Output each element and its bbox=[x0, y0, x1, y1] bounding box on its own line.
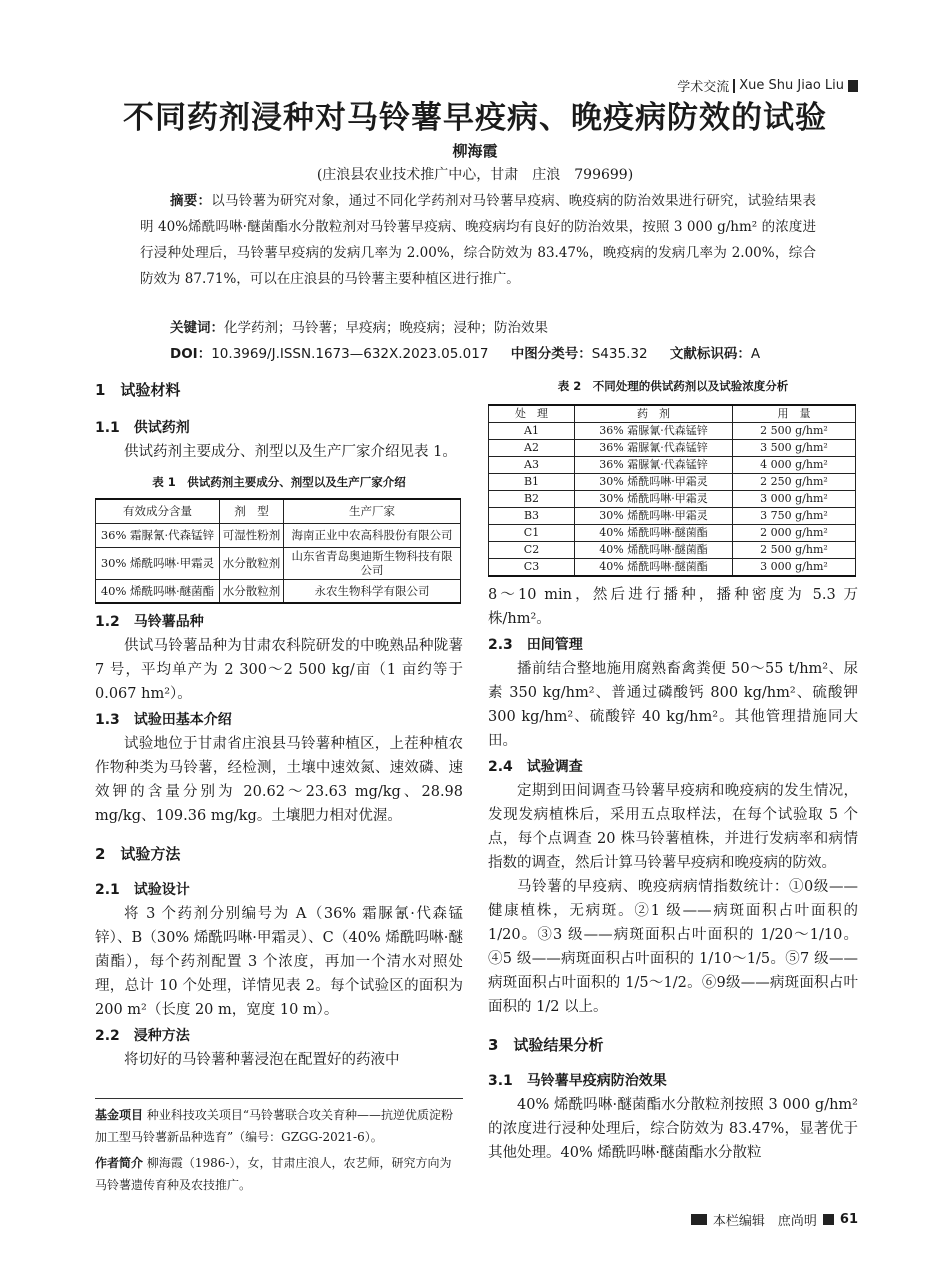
section-1-1-text: 供试药剂主要成分、剂型以及生产厂家介绍见表 1。 bbox=[124, 444, 457, 460]
footer-block-icon bbox=[691, 1214, 707, 1225]
table-2-caption: 表 2 不同处理的供试药剂以及试验浓度分析 bbox=[557, 379, 789, 393]
table-2-cell: 36% 霜脲氰·代森锰锌 bbox=[575, 423, 733, 440]
page-footer bbox=[691, 1210, 858, 1229]
table-2-cell: A3 bbox=[489, 457, 575, 474]
section-1-heading: 1 试验材料 bbox=[95, 381, 181, 399]
page-number: 61 bbox=[839, 1212, 858, 1227]
table-2-cell: C1 bbox=[489, 525, 575, 542]
section-1-2-heading: 1.2 马铃薯品种 bbox=[95, 614, 204, 630]
doc-code-label: 文献标识码： bbox=[669, 346, 751, 362]
footnotes bbox=[95, 1104, 463, 1196]
table-1-cell: 40% 烯酰吗啉·醚菌酯 bbox=[96, 579, 220, 603]
fund-footnote bbox=[95, 1104, 463, 1148]
table-2-cell: 2 000 g/hm² bbox=[733, 525, 856, 542]
table-2-header: 用 量 bbox=[733, 405, 856, 423]
table-2-cell: 2 500 g/hm² bbox=[733, 423, 856, 440]
table-2-row bbox=[489, 508, 856, 525]
table-2-cell: 30% 烯酰吗啉·甲霜灵 bbox=[575, 491, 733, 508]
article-title: 不同药剂浸种对马铃薯早疫病、晚疫病防效的试验 bbox=[123, 100, 827, 136]
section-1-2-text: 供试马铃薯品种为甘肃农科院研发的中晚熟品种陇薯 7 号，平均单产为 2 300～2 500 kg/亩（1 亩约等于 0.067 hm²）。 bbox=[95, 638, 463, 702]
keywords-label: 关键词： bbox=[170, 320, 224, 336]
table-2-row bbox=[489, 423, 856, 440]
keywords bbox=[170, 316, 548, 336]
fund-text: 种业科技攻关项目“马铃薯联合攻关育种——抗逆优质淀粉加工型马铃薯新品种选育”（编号：GZGG-2021-6）。 bbox=[95, 1108, 453, 1144]
section-1-3-heading: 1.3 试验田基本介绍 bbox=[95, 712, 232, 728]
column-editor: 本栏编辑 庶尚明 bbox=[712, 1214, 817, 1229]
clc-label: 中图分类号： bbox=[510, 346, 592, 362]
keywords-text: 化学药剂；马铃薯；早疫病；晚疫病；浸种；防治效果 bbox=[224, 320, 548, 336]
table-1-caption: 表 1 供试药剂主要成分、剂型以及生产厂家介绍 bbox=[152, 475, 406, 489]
section-1-3-text: 试验地位于甘肃省庄浪县马铃薯种植区，上茬种植农作物种类为马铃薯，经检测，土壤中速效氮、速效磷、速效钾的含量分别为 20.62～23.63 mg/kg、28.98 mg/kg、109.36 mg/kg。土壤肥力相对优渥。 bbox=[95, 736, 463, 824]
section-2-3-text: 播前结合整地施用腐熟畜禽粪便 50～55 t/hm²、尿素 350 kg/hm²、普通过磷酸钙 800 kg/hm²、硫酸钾 300 kg/hm²、硫酸锌 40 kg/hm²。其他管理措施同大田。 bbox=[488, 661, 858, 749]
section-2-1-heading: 2.1 试验设计 bbox=[95, 882, 190, 898]
section-2-4-text-b: 马铃薯的早疫病、晚疫病病情指数统计：①0级——健康植株，无病斑。②1 级——病斑面积占叶面积的 1/20。③3 级——病斑面积占叶面积的 1/20～1/10。④5 级——病斑面积占叶面积的 1/10～1/5。⑤7 级——病斑面积占叶面积的 1/5～1/2。⑥9级——病斑面积占叶面积的 1/2 以上。 bbox=[488, 879, 858, 1015]
header-square-icon bbox=[848, 80, 858, 92]
affiliation: (庄浪县农业技术推广中心，甘肃 庄浪 799699) bbox=[316, 167, 634, 183]
table-1-header-row bbox=[96, 499, 461, 523]
table-2-cell: 30% 烯酰吗啉·甲霜灵 bbox=[575, 474, 733, 491]
table-2-cell: 3 000 g/hm² bbox=[733, 559, 856, 577]
table-2-cell: 36% 霜脲氰·代森锰锌 bbox=[575, 440, 733, 457]
table-1-cell: 水分散粒剂 bbox=[220, 579, 284, 603]
section-1-1-heading: 1.1 供试药剂 bbox=[95, 420, 190, 436]
table-2-header: 处 理 bbox=[489, 405, 575, 423]
table-2-cell: B2 bbox=[489, 491, 575, 508]
table-2-row bbox=[489, 525, 856, 542]
table-2-cell: B3 bbox=[489, 508, 575, 525]
clc-value: S435.32 bbox=[591, 346, 648, 362]
abstract bbox=[140, 188, 816, 292]
section-3-heading: 3 试验结果分析 bbox=[488, 1036, 604, 1054]
table-1-cell: 30% 烯酰吗啉·甲霜灵 bbox=[96, 547, 220, 579]
table-1-cell: 山东省青岛奥迪斯生物科技有限公司 bbox=[284, 547, 461, 579]
doi-label: DOI： bbox=[170, 346, 212, 362]
right-column bbox=[488, 374, 858, 1165]
table-2-cell: C2 bbox=[489, 542, 575, 559]
table-2-cell: B1 bbox=[489, 474, 575, 491]
section-2-4-heading: 2.4 试验调查 bbox=[488, 759, 583, 775]
abstract-text: 以马铃薯为研究对象，通过不同化学药剂对马铃薯早疫病、晚疫病的防治效果进行研究，试验结果表明 40%烯酰吗啉·醚菌酯水分散粒剂对马铃薯早疫病、晚疫病均有良好的防治效果，按照 3 000 g/hm² 的浓度进行浸种处理后，马铃薯早疫病的发病几率为 2.00%，综合防效为 83.47%，晚疫病的发病几率为 2.00%，综合防效为 87.71%，可以在庄浪县的马铃薯主要种植区进行推广。 bbox=[140, 193, 816, 287]
author-footnote bbox=[95, 1152, 463, 1196]
fund-label: 基金项目 bbox=[95, 1108, 144, 1122]
table-1-header: 生产厂家 bbox=[284, 499, 461, 523]
table-2-row bbox=[489, 440, 856, 457]
left-column bbox=[95, 378, 463, 1072]
section-2-2-text-continued: 8～10 min，然后进行播种，播种密度为 5.3 万株/hm²。 bbox=[488, 587, 858, 627]
table-2-cell: 2 500 g/hm² bbox=[733, 542, 856, 559]
table-2-cell: 2 250 g/hm² bbox=[733, 474, 856, 491]
table-2-cell: 3 750 g/hm² bbox=[733, 508, 856, 525]
table-1-cell: 可湿性粉剂 bbox=[220, 523, 284, 547]
table-2 bbox=[488, 404, 856, 577]
table-1-cell: 永农生物科学有限公司 bbox=[284, 579, 461, 603]
section-2-2-heading: 2.2 浸种方法 bbox=[95, 1028, 190, 1044]
section-2-heading: 2 试验方法 bbox=[95, 845, 181, 863]
abstract-label: 摘要： bbox=[170, 193, 212, 209]
table-2-header-row bbox=[489, 405, 856, 423]
table-1-cell: 水分散粒剂 bbox=[220, 547, 284, 579]
column-name-en: Xue Shu Jiao Liu bbox=[739, 78, 844, 93]
table-1-header: 剂 型 bbox=[220, 499, 284, 523]
section-2-2-text: 将切好的马铃薯种薯浸泡在配置好的药液中 bbox=[124, 1052, 400, 1068]
section-3-1-heading: 3.1 马铃薯早疫病防治效果 bbox=[488, 1073, 667, 1089]
table-1-header: 有效成分含量 bbox=[96, 499, 220, 523]
author-bio-label: 作者简介 bbox=[95, 1156, 144, 1170]
section-2-1-text: 将 3 个药剂分别编号为 A（36% 霜脲氰·代森锰锌）、B（30% 烯酰吗啉·甲霜灵）、C（40% 烯酰吗啉·醚菌酯），每个药剂配置 3 个浓度，再加一个清水对照处理，总计 10 个处理，详情见表 2。每个试验区的面积为 200 m²（长度 20 m，宽度 10 m）。 bbox=[95, 906, 463, 1018]
table-2-cell: 3 500 g/hm² bbox=[733, 440, 856, 457]
table-2-cell: 30% 烯酰吗啉·甲霜灵 bbox=[575, 508, 733, 525]
section-2-3-heading: 2.3 田间管理 bbox=[488, 637, 583, 653]
table-2-row bbox=[489, 491, 856, 508]
section-2-4-text-a: 定期到田间调查马铃薯早疫病和晚疫病的发生情况，发现发病植株后，采用五点取样法，在每个试验取 5 个点，每个点调查 20 株马铃薯植株，并进行发病率和病情指数的调查，然后计算马铃薯早疫病和晚疫病的防效。 bbox=[488, 783, 858, 871]
doc-code-value: A bbox=[750, 346, 761, 362]
footnote-divider bbox=[95, 1098, 463, 1099]
table-2-row bbox=[489, 474, 856, 491]
author-name: 柳海霞 bbox=[452, 142, 498, 160]
footer-square-icon bbox=[823, 1214, 834, 1225]
table-1-cell: 36% 霜脲氰·代森锰锌 bbox=[96, 523, 220, 547]
table-2-cell: 4 000 g/hm² bbox=[733, 457, 856, 474]
table-2-cell: 3 000 g/hm² bbox=[733, 491, 856, 508]
table-2-cell: 36% 霜脲氰·代森锰锌 bbox=[575, 457, 733, 474]
header-divider bbox=[733, 79, 735, 93]
table-2-cell: A2 bbox=[489, 440, 575, 457]
table-2-row bbox=[489, 559, 856, 577]
table-2-cell: 40% 烯酰吗啉·醚菌酯 bbox=[575, 559, 733, 577]
author-bio-text: 柳海霞（1986-），女，甘肃庄浪人，农艺师，研究方向为马铃薯遗传育种及农技推广。 bbox=[95, 1156, 452, 1192]
table-1-row bbox=[96, 547, 461, 579]
table-2-row bbox=[489, 457, 856, 474]
table-2-cell: C3 bbox=[489, 559, 575, 577]
table-1 bbox=[95, 498, 461, 604]
section-3-1-text: 40% 烯酰吗啉·醚菌酯水分散粒剂按照 3 000 g/hm² 的浓度进行浸种处理后，综合防效为 83.47%，显著优于其他处理。40% 烯酰吗啉·醚菌酯水分散粒 bbox=[488, 1097, 858, 1161]
column-name-cn: 学术交流 bbox=[677, 80, 730, 95]
table-2-row bbox=[489, 542, 856, 559]
table-2-cell: 40% 烯酰吗啉·醚菌酯 bbox=[575, 542, 733, 559]
table-2-cell: A1 bbox=[489, 423, 575, 440]
table-1-row bbox=[96, 523, 461, 547]
doi-line bbox=[170, 342, 760, 362]
table-1-cell: 海南正业中农高科股份有限公司 bbox=[284, 523, 461, 547]
doi-value: 10.3969/J.ISSN.1673—632X.2023.05.017 bbox=[211, 346, 489, 362]
table-1-row bbox=[96, 579, 461, 603]
table-2-header: 药 剂 bbox=[575, 405, 733, 423]
table-2-cell: 40% 烯酰吗啉·醚菌酯 bbox=[575, 525, 733, 542]
